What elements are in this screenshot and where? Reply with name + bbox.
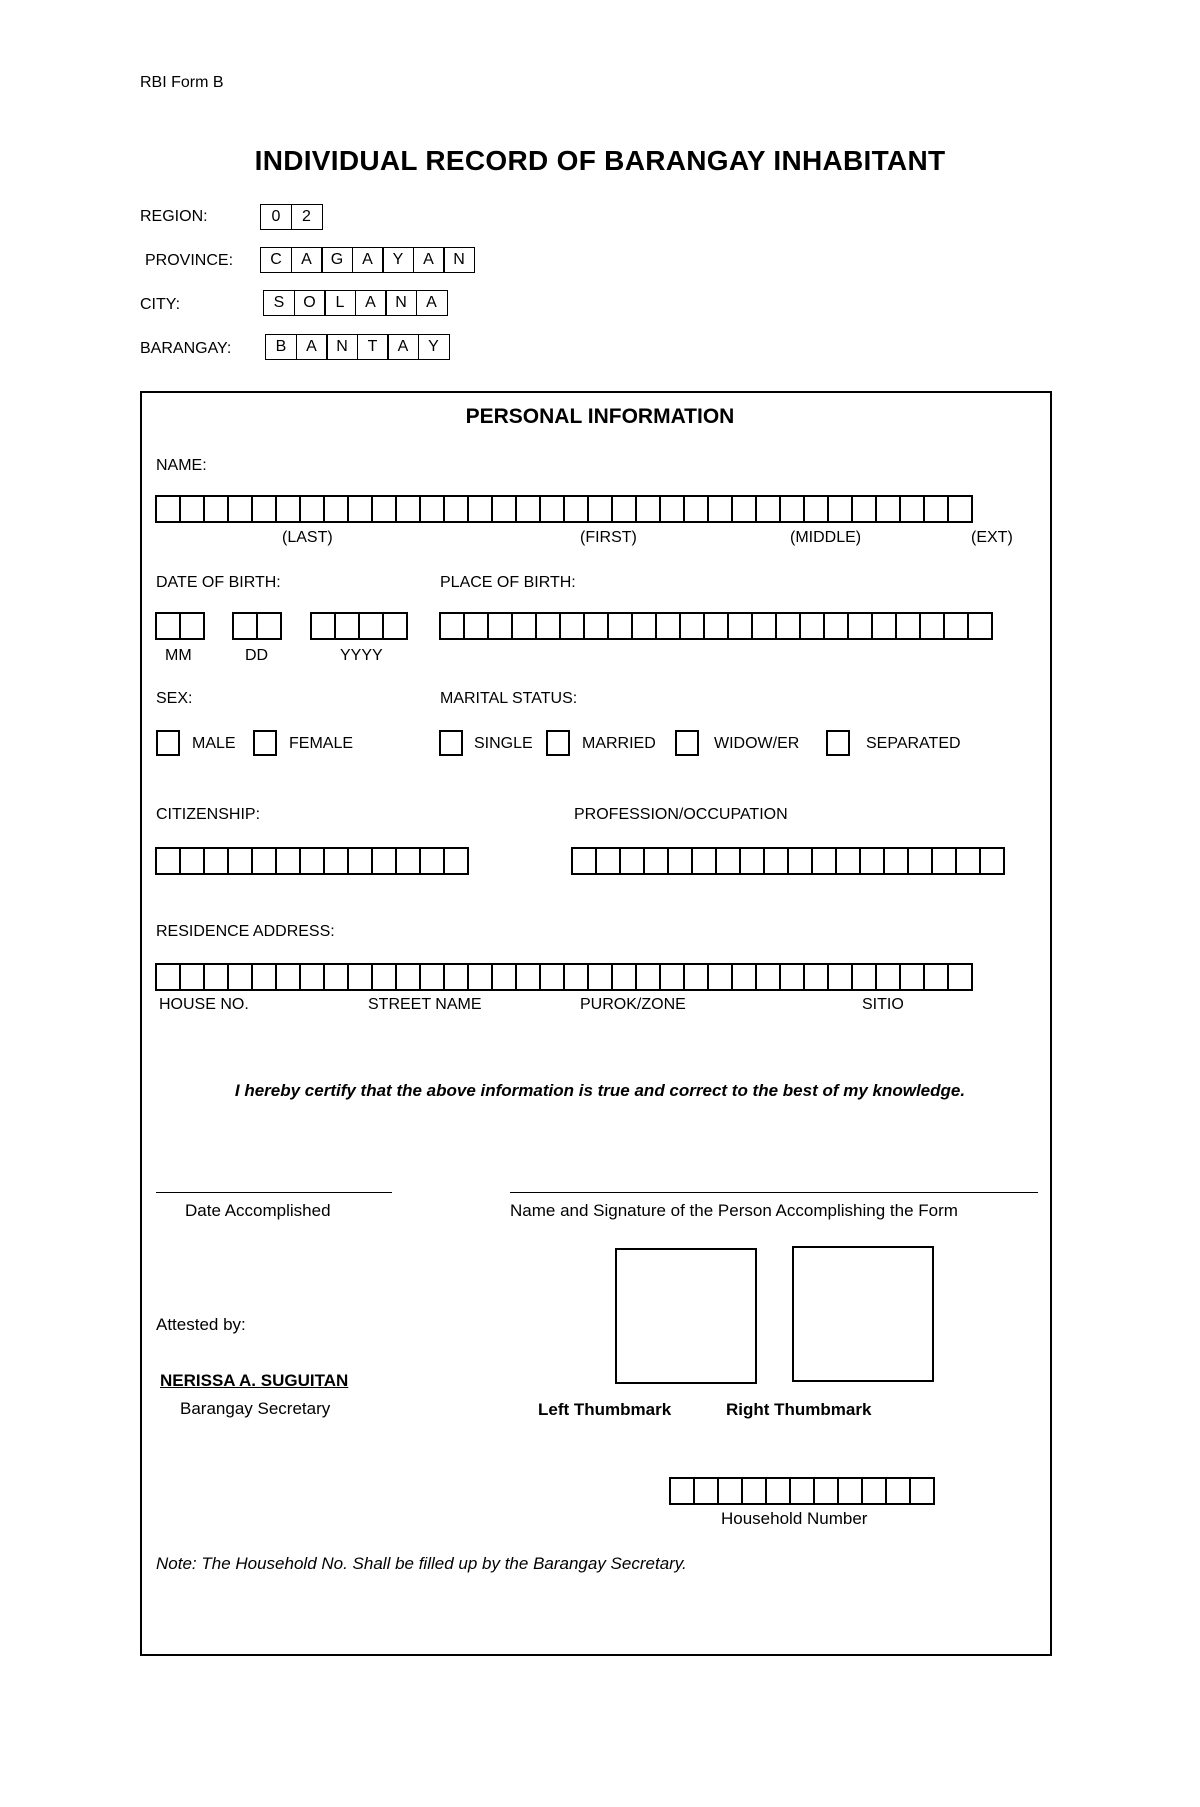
entry-box[interactable]	[715, 847, 741, 875]
entry-box[interactable]	[741, 1477, 767, 1505]
province-cells	[260, 247, 475, 273]
form-title: INDIVIDUAL RECORD OF BARANGAY INHABITANT	[254, 145, 946, 176]
entry-box[interactable]	[371, 495, 397, 523]
entry-box[interactable]	[583, 612, 609, 640]
entry-box[interactable]	[487, 612, 513, 640]
entry-box[interactable]	[755, 963, 781, 991]
char-cell: B	[265, 334, 297, 360]
name-first-caption: (FIRST)	[580, 529, 637, 546]
name-ext-caption: (EXT)	[971, 529, 1013, 546]
entry-box[interactable]	[875, 495, 901, 523]
entry-box[interactable]	[707, 495, 733, 523]
entry-box[interactable]	[631, 612, 657, 640]
entry-box[interactable]	[203, 495, 229, 523]
entry-box[interactable]	[155, 847, 181, 875]
entry-box[interactable]	[179, 963, 205, 991]
section-title: PERSONAL INFORMATION	[465, 405, 735, 428]
household-number-label: Household Number	[721, 1509, 868, 1528]
entry-box[interactable]	[491, 963, 517, 991]
entry-box[interactable]	[347, 495, 373, 523]
entry-box[interactable]	[669, 1477, 695, 1505]
attested-by-label: Attested by:	[156, 1315, 246, 1334]
region-label: REGION:	[140, 208, 208, 225]
widower-checkbox[interactable]	[675, 730, 699, 756]
entry-box[interactable]	[227, 847, 253, 875]
entry-box[interactable]	[643, 847, 669, 875]
entry-box[interactable]	[947, 963, 973, 991]
entry-box[interactable]	[923, 495, 949, 523]
entry-box[interactable]	[371, 963, 397, 991]
entry-box[interactable]	[371, 847, 397, 875]
entry-box[interactable]	[155, 612, 181, 640]
entry-box[interactable]	[765, 1477, 791, 1505]
citizenship-label: CITIZENSHIP:	[156, 806, 261, 823]
entry-box[interactable]	[515, 963, 541, 991]
entry-box[interactable]	[571, 847, 597, 875]
entry-box[interactable]	[595, 847, 621, 875]
right-thumbmark-box	[792, 1246, 934, 1382]
entry-box[interactable]	[535, 612, 561, 640]
left-thumbmark-label: Left Thumbmark	[538, 1400, 672, 1419]
entry-box[interactable]	[947, 495, 973, 523]
entry-box[interactable]	[717, 1477, 743, 1505]
sex-label: SEX:	[156, 690, 193, 707]
entry-box[interactable]	[859, 847, 885, 875]
entry-box[interactable]	[931, 847, 957, 875]
entry-box[interactable]	[875, 963, 901, 991]
entry-box[interactable]	[382, 612, 408, 640]
entry-box[interactable]	[707, 963, 733, 991]
entry-box[interactable]	[511, 612, 537, 640]
entry-box[interactable]	[943, 612, 969, 640]
char-cell: 2	[291, 204, 323, 230]
entry-box[interactable]	[827, 963, 853, 991]
city-label: CITY:	[140, 296, 181, 313]
entry-box[interactable]	[155, 963, 181, 991]
entry-box[interactable]	[323, 495, 349, 523]
single-checkbox[interactable]	[439, 730, 463, 756]
dob-month-boxes[interactable]	[155, 612, 205, 640]
left-thumbmark-box	[615, 1248, 757, 1384]
entry-box[interactable]	[179, 495, 205, 523]
married-option-label: MARRIED	[582, 735, 656, 752]
entry-box[interactable]	[703, 612, 729, 640]
entry-box[interactable]	[979, 847, 1005, 875]
house-no-caption: HOUSE NO.	[159, 996, 249, 1013]
entry-box[interactable]	[727, 612, 753, 640]
separated-checkbox[interactable]	[826, 730, 850, 756]
entry-box[interactable]	[299, 847, 325, 875]
entry-box[interactable]	[443, 495, 469, 523]
entry-box[interactable]	[275, 847, 301, 875]
char-cell: N	[326, 334, 358, 360]
char-cell: S	[263, 290, 295, 316]
entry-box[interactable]	[619, 847, 645, 875]
entry-box[interactable]	[299, 495, 325, 523]
entry-box[interactable]	[439, 612, 465, 640]
entry-box[interactable]	[659, 495, 685, 523]
entry-box[interactable]	[179, 847, 205, 875]
entry-box[interactable]	[803, 495, 829, 523]
entry-box[interactable]	[395, 847, 421, 875]
entry-box[interactable]	[907, 847, 933, 875]
entry-box[interactable]	[679, 612, 705, 640]
entry-box[interactable]	[799, 612, 825, 640]
entry-box[interactable]	[751, 612, 777, 640]
widower-option-label: WIDOW/ER	[714, 735, 800, 752]
char-cell: A	[352, 247, 384, 273]
name-label: NAME:	[156, 457, 207, 474]
entry-box[interactable]	[155, 495, 181, 523]
entry-box[interactable]	[835, 847, 861, 875]
char-cell: C	[260, 247, 292, 273]
entry-box[interactable]	[491, 495, 517, 523]
right-thumbmark-label: Right Thumbmark	[726, 1400, 872, 1419]
char-cell: A	[413, 247, 445, 273]
entry-box[interactable]	[731, 963, 757, 991]
entry-box[interactable]	[347, 847, 373, 875]
entry-box[interactable]	[227, 963, 253, 991]
entry-box[interactable]	[419, 495, 445, 523]
region-cells	[260, 204, 323, 230]
female-option-label: FEMALE	[289, 735, 354, 752]
entry-box[interactable]	[607, 612, 633, 640]
province-label: PROVINCE:	[145, 252, 234, 269]
entry-box[interactable]	[861, 1477, 887, 1505]
entry-box[interactable]	[419, 963, 445, 991]
entry-box[interactable]	[899, 963, 925, 991]
entry-box[interactable]	[299, 963, 325, 991]
city-cells	[263, 290, 448, 316]
entry-box[interactable]	[334, 612, 360, 640]
entry-box[interactable]	[899, 495, 925, 523]
entry-box[interactable]	[275, 495, 301, 523]
entry-box[interactable]	[967, 612, 993, 640]
dob-day-boxes[interactable]	[232, 612, 282, 640]
entry-box[interactable]	[310, 612, 336, 640]
dob-mm-caption: MM	[165, 647, 192, 664]
entry-box[interactable]	[323, 847, 349, 875]
entry-box[interactable]	[683, 495, 709, 523]
dob-dd-caption: DD	[245, 647, 269, 664]
name-input-boxes[interactable]	[155, 495, 973, 523]
entry-box[interactable]	[419, 847, 445, 875]
entry-box[interactable]	[251, 847, 277, 875]
entry-box[interactable]	[203, 847, 229, 875]
secretary-title: Barangay Secretary	[180, 1399, 331, 1418]
entry-box[interactable]	[885, 1477, 911, 1505]
purok-zone-caption: PUROK/ZONE	[580, 996, 686, 1013]
entry-box[interactable]	[779, 495, 805, 523]
entry-box[interactable]	[179, 612, 205, 640]
certification-statement: I hereby certify that the above information is true and correct to the best of my knowledge.	[234, 1081, 966, 1100]
sitio-caption: SITIO	[862, 996, 904, 1013]
entry-box[interactable]	[463, 612, 489, 640]
barangay-cells	[265, 334, 450, 360]
entry-box[interactable]	[803, 963, 829, 991]
signature-label: Name and Signature of the Person Accomplishing the Form	[510, 1201, 958, 1220]
entry-box[interactable]	[755, 495, 781, 523]
married-checkbox[interactable]	[546, 730, 570, 756]
household-note: Note: The Household No. Shall be filled up by the Barangay Secretary.	[156, 1554, 687, 1573]
entry-box[interactable]	[789, 1477, 815, 1505]
entry-box[interactable]	[871, 612, 897, 640]
profession-label: PROFESSION/OCCUPATION	[574, 806, 788, 823]
entry-box[interactable]	[763, 847, 789, 875]
marital-label: MARITAL STATUS:	[440, 690, 578, 707]
date-accomplished-label: Date Accomplished	[185, 1201, 331, 1220]
citizenship-input-boxes[interactable]	[155, 847, 469, 875]
char-cell: A	[387, 334, 419, 360]
char-cell: Y	[382, 247, 414, 273]
entry-box[interactable]	[611, 495, 637, 523]
entry-box[interactable]	[203, 963, 229, 991]
male-option-label: MALE	[192, 735, 236, 752]
entry-box[interactable]	[655, 612, 681, 640]
entry-box[interactable]	[539, 495, 565, 523]
dob-label: DATE OF BIRTH:	[156, 574, 281, 591]
entry-box[interactable]	[775, 612, 801, 640]
entry-box[interactable]	[559, 612, 585, 640]
entry-box[interactable]	[739, 847, 765, 875]
entry-box[interactable]	[251, 963, 277, 991]
entry-box[interactable]	[659, 963, 685, 991]
char-cell: A	[296, 334, 328, 360]
barangay-label: BARANGAY:	[140, 340, 232, 357]
char-cell: O	[294, 290, 326, 316]
entry-box[interactable]	[667, 847, 693, 875]
form-code: RBI Form B	[140, 74, 224, 91]
entry-box[interactable]	[539, 963, 565, 991]
entry-box[interactable]	[227, 495, 253, 523]
entry-box[interactable]	[467, 963, 493, 991]
entry-box[interactable]	[955, 847, 981, 875]
signature-line[interactable]	[510, 1192, 1038, 1193]
entry-box[interactable]	[563, 495, 589, 523]
dob-yyyy-caption: YYYY	[340, 647, 383, 664]
male-checkbox[interactable]	[156, 730, 180, 756]
entry-box[interactable]	[909, 1477, 935, 1505]
entry-box[interactable]	[787, 847, 813, 875]
entry-box[interactable]	[395, 963, 421, 991]
entry-box[interactable]	[923, 963, 949, 991]
separated-option-label: SEPARATED	[866, 735, 961, 752]
name-middle-caption: (MIDDLE)	[790, 529, 862, 546]
entry-box[interactable]	[813, 1477, 839, 1505]
char-cell: L	[324, 290, 356, 316]
entry-box[interactable]	[837, 1477, 863, 1505]
entry-box[interactable]	[395, 495, 421, 523]
entry-box[interactable]	[823, 612, 849, 640]
entry-box[interactable]	[358, 612, 384, 640]
char-cell: A	[355, 290, 387, 316]
residence-input-boxes[interactable]	[155, 963, 973, 991]
entry-box[interactable]	[611, 963, 637, 991]
char-cell: G	[321, 247, 353, 273]
female-checkbox[interactable]	[253, 730, 277, 756]
entry-box[interactable]	[323, 963, 349, 991]
entry-box[interactable]	[895, 612, 921, 640]
pob-label: PLACE OF BIRTH:	[440, 574, 576, 591]
entry-box[interactable]	[883, 847, 909, 875]
name-last-caption: (LAST)	[282, 529, 333, 546]
char-cell: N	[443, 247, 475, 273]
entry-box[interactable]	[827, 495, 853, 523]
entry-box[interactable]	[731, 495, 757, 523]
entry-box[interactable]	[851, 963, 877, 991]
residence-label: RESIDENCE ADDRESS:	[156, 923, 335, 940]
entry-box[interactable]	[811, 847, 837, 875]
entry-box[interactable]	[443, 963, 469, 991]
dob-year-boxes[interactable]	[310, 612, 408, 640]
entry-box[interactable]	[587, 963, 613, 991]
entry-box[interactable]	[256, 612, 282, 640]
entry-box[interactable]	[635, 963, 661, 991]
char-cell: N	[385, 290, 417, 316]
entry-box[interactable]	[563, 963, 589, 991]
entry-box[interactable]	[693, 1477, 719, 1505]
single-option-label: SINGLE	[474, 735, 533, 752]
entry-box[interactable]	[587, 495, 613, 523]
char-cell: T	[357, 334, 389, 360]
entry-box[interactable]	[919, 612, 945, 640]
entry-box[interactable]	[275, 963, 301, 991]
entry-box[interactable]	[347, 963, 373, 991]
entry-box[interactable]	[779, 963, 805, 991]
profession-input-boxes[interactable]	[571, 847, 1005, 875]
entry-box[interactable]	[691, 847, 717, 875]
char-cell: A	[416, 290, 448, 316]
char-cell: Y	[418, 334, 450, 360]
entry-box[interactable]	[467, 495, 493, 523]
entry-box[interactable]	[232, 612, 258, 640]
entry-box[interactable]	[847, 612, 873, 640]
date-accomplished-line[interactable]	[156, 1192, 392, 1193]
street-name-caption: STREET NAME	[368, 996, 482, 1013]
entry-box[interactable]	[443, 847, 469, 875]
char-cell: 0	[260, 204, 292, 230]
secretary-name: NERISSA A. SUGUITAN	[160, 1371, 349, 1390]
entry-box[interactable]	[635, 495, 661, 523]
pob-input-boxes[interactable]	[439, 612, 993, 640]
household-number-boxes[interactable]	[669, 1477, 935, 1505]
entry-box[interactable]	[683, 963, 709, 991]
entry-box[interactable]	[851, 495, 877, 523]
entry-box[interactable]	[515, 495, 541, 523]
char-cell: A	[291, 247, 323, 273]
entry-box[interactable]	[251, 495, 277, 523]
